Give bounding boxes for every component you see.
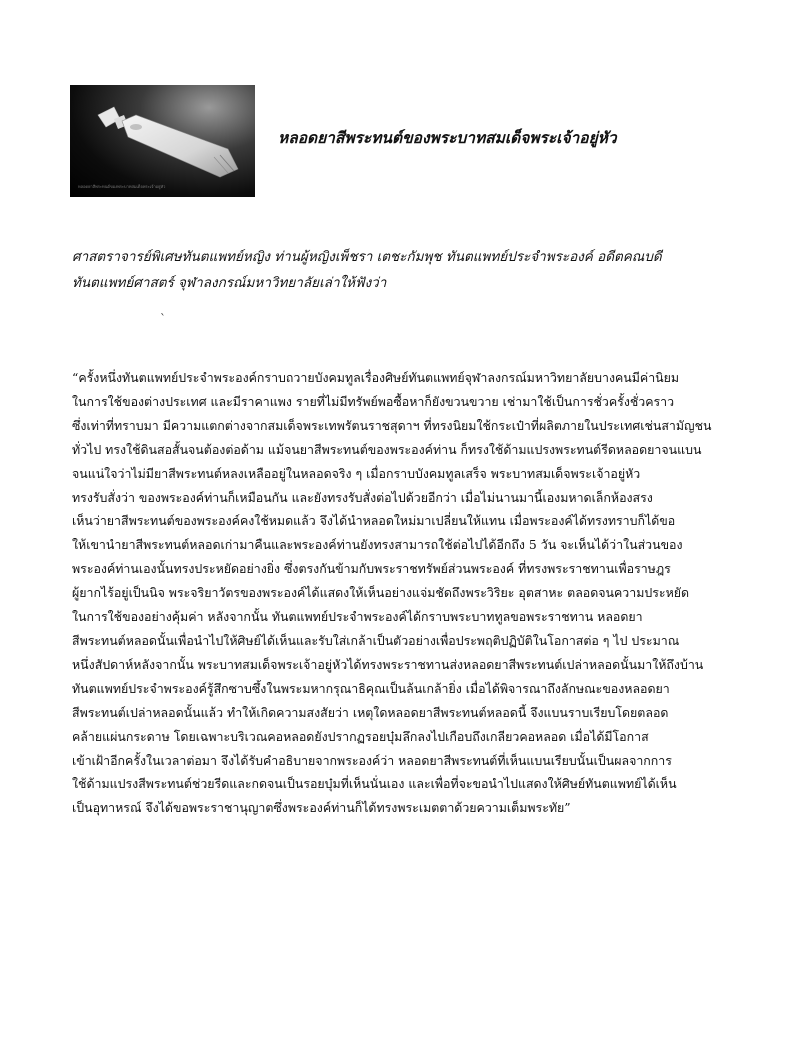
body-line: ใช้ด้ามแปรงสีพระทนต์ช่วยรีดและกดจนเป็นรอยบุ๋มที่เห็นนั่นเอง และเพื่อที่จะขอนำไปแสดงให้ศิษย์ทันตแพทย์ได้เห็น xyxy=(72,776,677,792)
body-line: หนึ่งสัปดาห์หลังจากนั้น พระบาทสมเด็จพระเจ้าอยู่หัวได้ทรงพระราชทานส่งหลอดยาสีพระทนต์เปล่าหลอดนั้นมาให้ถึงบ้าน xyxy=(72,656,704,672)
body-paragraph xyxy=(72,366,732,820)
body-line: “ครั้งหนึ่งทันตแพทย์ประจำพระองค์กราบถวายบังคมทูลเรื่องศิษย์ทันตแพทย์จุฬาลงกรณ์มหาวิทยาลัยบางคนมีค่านิยม xyxy=(72,370,680,385)
byline-line: ศาสตราจารย์พิเศษทันตแพทย์หญิง ท่านผู้หญิงเพ็ชรา เตชะกัมพุช ทันตแพทย์ประจำพระองค์ อดีตคณบดี xyxy=(72,249,662,265)
body-line: พระองค์ท่านเองนั้นทรงประหยัดอย่างยิ่ง ซึ่งตรงกันข้ามกับพระราชทรัพย์ส่วนพระองค์ ที่ทรงพระราชทานเพื่อราษฎร xyxy=(72,561,671,577)
body-line: จนแน่ใจว่าไม่มียาสีพระทนต์หลงเหลืออยู่ในหลอดจริง ๆ เมื่อกราบบังคมทูลเสร็จ พระบาทสมเด็จพระเจ้าอยู่หัว xyxy=(72,465,641,481)
body-line: ซึ่งเท่าที่ทราบมา มีความแตกต่างจากสมเด็จพระเทพรัตนราชสุดาฯ ที่ทรงนิยมใช้กระเป๋าที่ผลิตภายในประเทศเช่นสามัญชน xyxy=(72,417,712,433)
byline xyxy=(72,244,752,296)
body-line: เห็นว่ายาสีพระทนต์ของพระองค์คงใช้หมดแล้ว จึงได้นำหลอดใหม่มาเปลี่ยนให้แทน เมื่อพระองค์ได้ทรงทราบก็ได้ขอ xyxy=(72,513,676,529)
body-line: ทรงรับสั่งว่า ของพระองค์ท่านก็เหมือนกัน และยังทรงรับสั่งต่อไปด้วยอีกว่า เมื่อไม่นานมานี้เองมหาดเล็กห้องสรง xyxy=(72,489,653,505)
body-line: สีพระทนต์เปล่าหลอดนั้นแล้ว ทำให้เกิดความสงสัยว่า เหตุใดหลอดยาสีพระทนต์หลอดนี้ จึงแบนราบเรียบโดยตลอด xyxy=(72,704,669,720)
body-line: คล้ายแผ่นกระดาษ โดยเฉพาะบริเวณคอหลอดยังปรากฏรอยบุ๋มลึกลงไปเกือบถึงเกลียวคอหลอด เมื่อได้มีโอกาส xyxy=(72,728,649,744)
toothpaste-tube-photo xyxy=(70,85,255,197)
byline-line: ทันตแพทย์ศาสตร์ จุฬาลงกรณ์มหาวิทยาลัยเล่าให้ฟังว่า xyxy=(72,275,387,291)
body-line: ในการใช้ของต่างประเทศ และมีราคาแพง รายที่ไม่มีทรัพย์พอซื้อหาก็ยังขวนขวาย เช่ามาใช้เป็นการชั่วครั้งชั่วคราว xyxy=(72,393,675,409)
body-line: ทันตแพทย์ประจำพระองค์รู้สึกซาบซึ้งในพระมหากรุณาธิคุณเป็นล้นเกล้ายิ่ง เมื่อได้พิจารณาถึงลักษณะของหลอดยา xyxy=(72,680,670,696)
body-line: ในการใช้ของอย่างคุ้มค่า หลังจากนั้น ทันตแพทย์ประจำพระองค์ได้กราบพระบาททูลขอพระราชทาน หลอดยา xyxy=(72,609,643,625)
toothpaste-tube-illustration xyxy=(70,85,255,197)
photo-caption: หลอดยาสีพระทนต์ของพระบาทสมเด็จพระเจ้าอยู่หัว xyxy=(78,184,166,189)
body-line: เป็นอุทาหรณ์ จึงได้ขอพระราชานุญาตซึ่งพระองค์ท่านก็ได้ทรงพระเมตตาด้วยความเต็มพระทัย” xyxy=(72,800,571,816)
body-line: สีพระทนต์หลอดนั้นเพื่อนำไปให้ศิษย์ได้เห็นและรับใส่เกล้าเป็นตัวอย่างเพื่อประพฤติปฏิบัติในโอกาสต่อ ๆ ไป ประมาณ xyxy=(72,632,680,648)
body-line: ให้เขานำยาสีพระทนต์หลอดเก่ามาคืนและพระองค์ท่านยังทรงสามารถใช้ต่อไปได้อีกถึง 5 วัน จะเห็นได้ว่าในส่วนของ xyxy=(72,537,683,553)
body-line: เข้าเฝ้าอีกครั้งในเวลาต่อมา จึงได้รับคำอธิบายจากพระองค์ว่า หลอดยาสีพระทนต์ที่เห็นแบนเรียบนั้นเป็นผลจากการ xyxy=(72,752,672,768)
stray-mark: ` xyxy=(160,312,166,326)
body-line: ทั่วไป ทรงใช้ดินสอสั้นจนต้องต่อด้าม แม้จนยาสีพระทนต์ของพระองค์ท่าน ก็ทรงใช้ด้ามแปรงพระทนต์รีดหลอดยาจนแบน xyxy=(72,441,702,457)
body-line: ผู้ยากไร้อยู่เป็นนิจ พระจริยาวัตรของพระองค์ได้แสดงให้เห็นอย่างแจ่มชัดถึงพระวิริยะ อุตสาหะ ตลอดจนความประหยัด xyxy=(72,585,690,601)
page-title: หลอดยาสีพระทนต์ของพระบาทสมเด็จพระเจ้าอยู่หัว xyxy=(278,128,617,147)
